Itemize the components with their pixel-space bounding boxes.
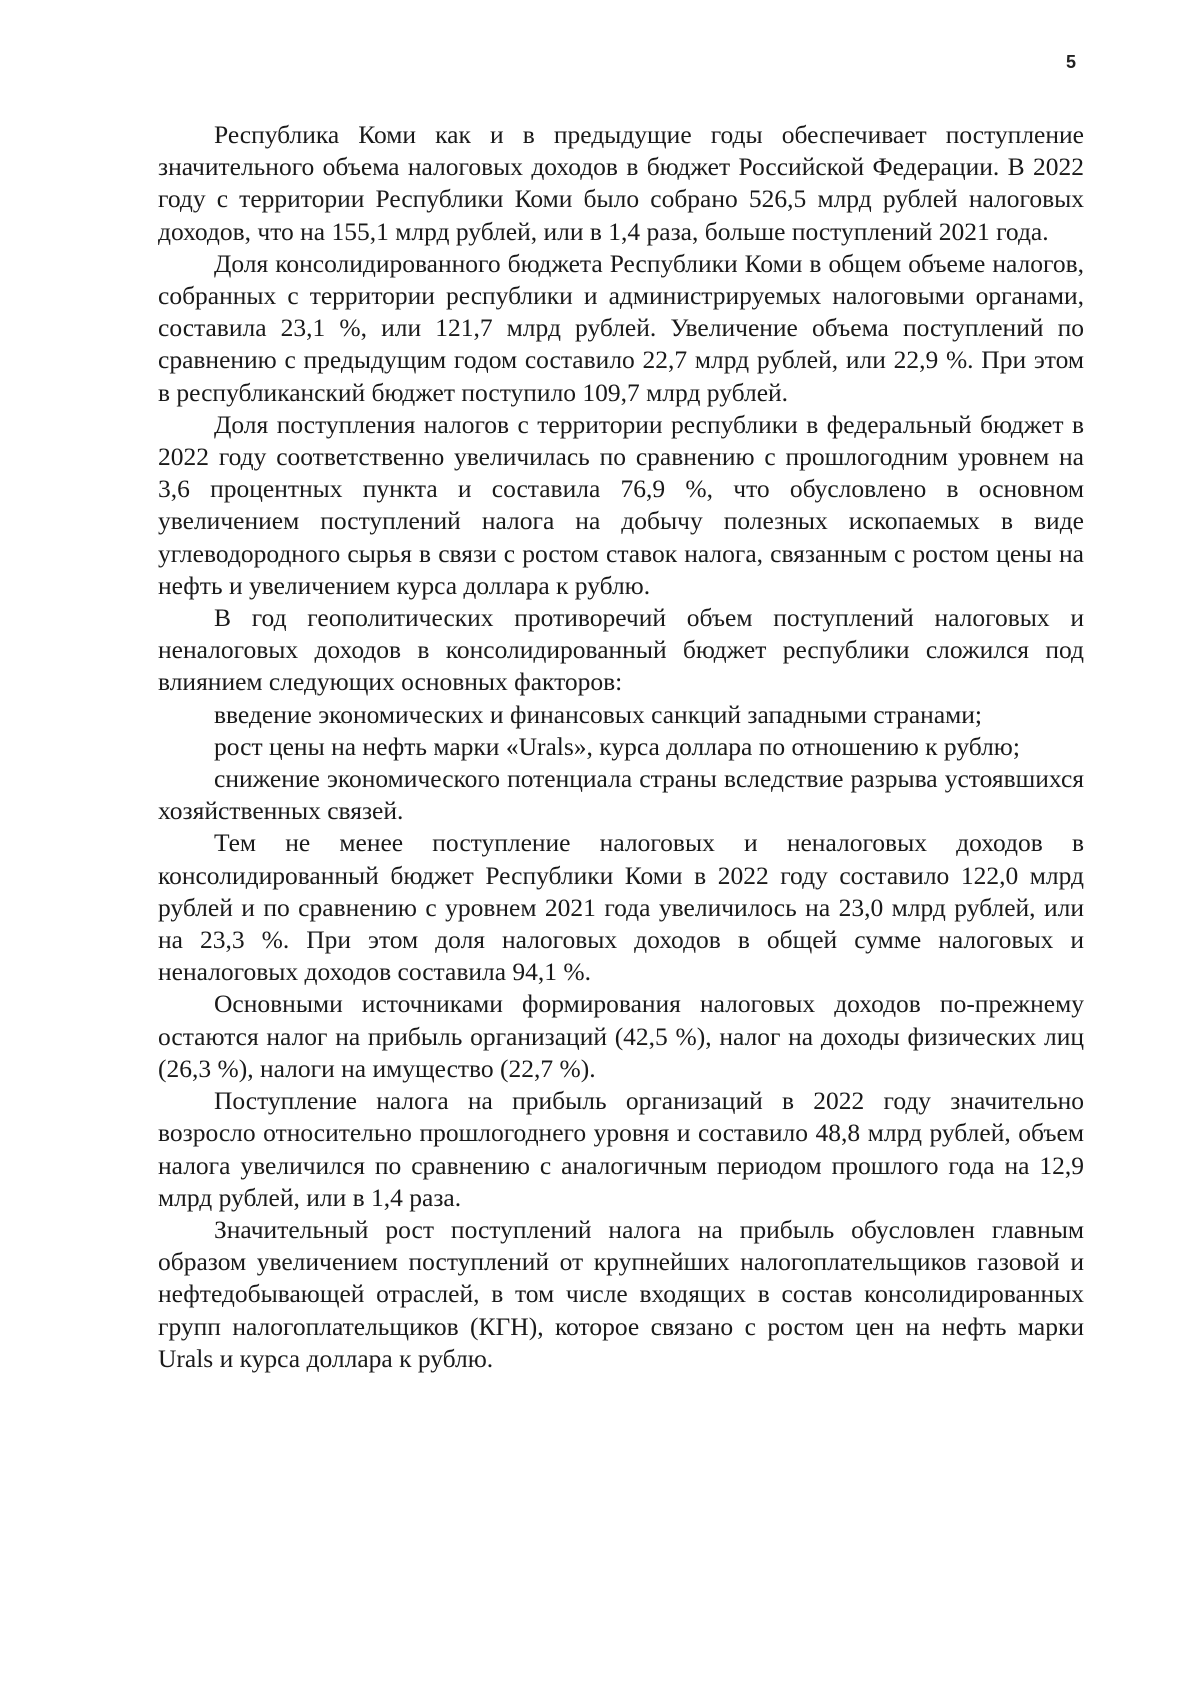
paragraph-main-sources: Основными источниками формирования налоговых доходов по-прежнему остаются налог на прибыль организаций (42,5 %), налог на доходы физических лиц (26,3 %), налоги на имущество (22,7 %).	[158, 989, 1084, 1083]
paragraph-federal-budget-share: Доля поступления налогов с территории республики в федеральный бюджет в 2022 году соответственно увеличилась по сравнению с прошлогодним уровнем на 3,6 процентных пункта и составила 76,9 %, что обусловлено в основном увеличением поступлений налога на добычу полезных ископаемых в виде углеводородного сырья в связи с ростом ставок налога, связанным с ростом цены на нефть и увеличением курса доллара к рублю.	[158, 409, 1084, 600]
paragraph-profit-tax-growth: Значительный рост поступлений налога на прибыль обусловлен главным образом увеличением поступлений от крупнейших налогоплательщиков газовой и нефтедобывающей отраслей, в том числе входящих в состав консолидированных групп налогоплательщиков (КГН), которое связано с ростом цен на нефть марки Urals и курса доллара к рублю.	[158, 1214, 1084, 1373]
paragraph-consolidated-budget-share: Доля консолидированного бюджета Республики Коми в общем объеме налогов, собранных с территории республики и администрируемых налоговыми органами, составила 23,1 %, или 121,7 млрд рублей. Увеличение объема поступлений по сравнению с предыдущим годом составило 22,7 млрд рублей, или 22,9 %. При этом в республиканский бюджет поступило 109,7 млрд рублей.	[158, 248, 1084, 407]
paragraph-total-revenue: Тем не менее поступление налоговых и неналоговых доходов в консолидированный бюджет Республики Коми в 2022 году составило 122,0 млрд рублей и по сравнению с уровнем 2021 года увеличилось на 23,0 млрд рублей, или на 23,3 %. При этом доля налоговых доходов в общей сумме налоговых и неналоговых доходов составила 94,1 %.	[158, 828, 1084, 987]
paragraph-tax-revenue-federal: Республика Коми как и в предыдущие годы обеспечивает поступление значительного объема налоговых доходов в бюджет Российской Федерации. В 2022 году с территории Республики Коми было собрано 526,5 млрд рублей налоговых доходов, что на 155,1 млрд рублей, или в 1,4 раза, больше поступлений 2021 года.	[158, 120, 1084, 246]
list-item-economic-potential: снижение экономического потенциала страны вследствие разрыва устоявшихся хозяйственных связей.	[158, 764, 1084, 826]
paragraph-geopolitical-factors: В год геополитических противоречий объем поступлений налоговых и неналоговых доходов в консолидированный бюджет республики сложился под влиянием следующих основных факторов:	[158, 603, 1084, 697]
page-number: 5	[1066, 52, 1077, 72]
list-item-oil-price: рост цены на нефть марки «Urals», курса доллара по отношению к рублю;	[214, 731, 1020, 761]
document-body	[158, 119, 1084, 1375]
list-item-sanctions: введение экономических и финансовых санкций западными странами;	[214, 699, 983, 729]
paragraph-profit-tax: Поступление налога на прибыль организаций в 2022 году значительно возросло относительно прошлогоднего уровня и составило 48,8 млрд рублей, объем налога увеличился по сравнению с аналогичным периодом прошлого года на 12,9 млрд рублей, или в 1,4 раза.	[158, 1086, 1084, 1212]
